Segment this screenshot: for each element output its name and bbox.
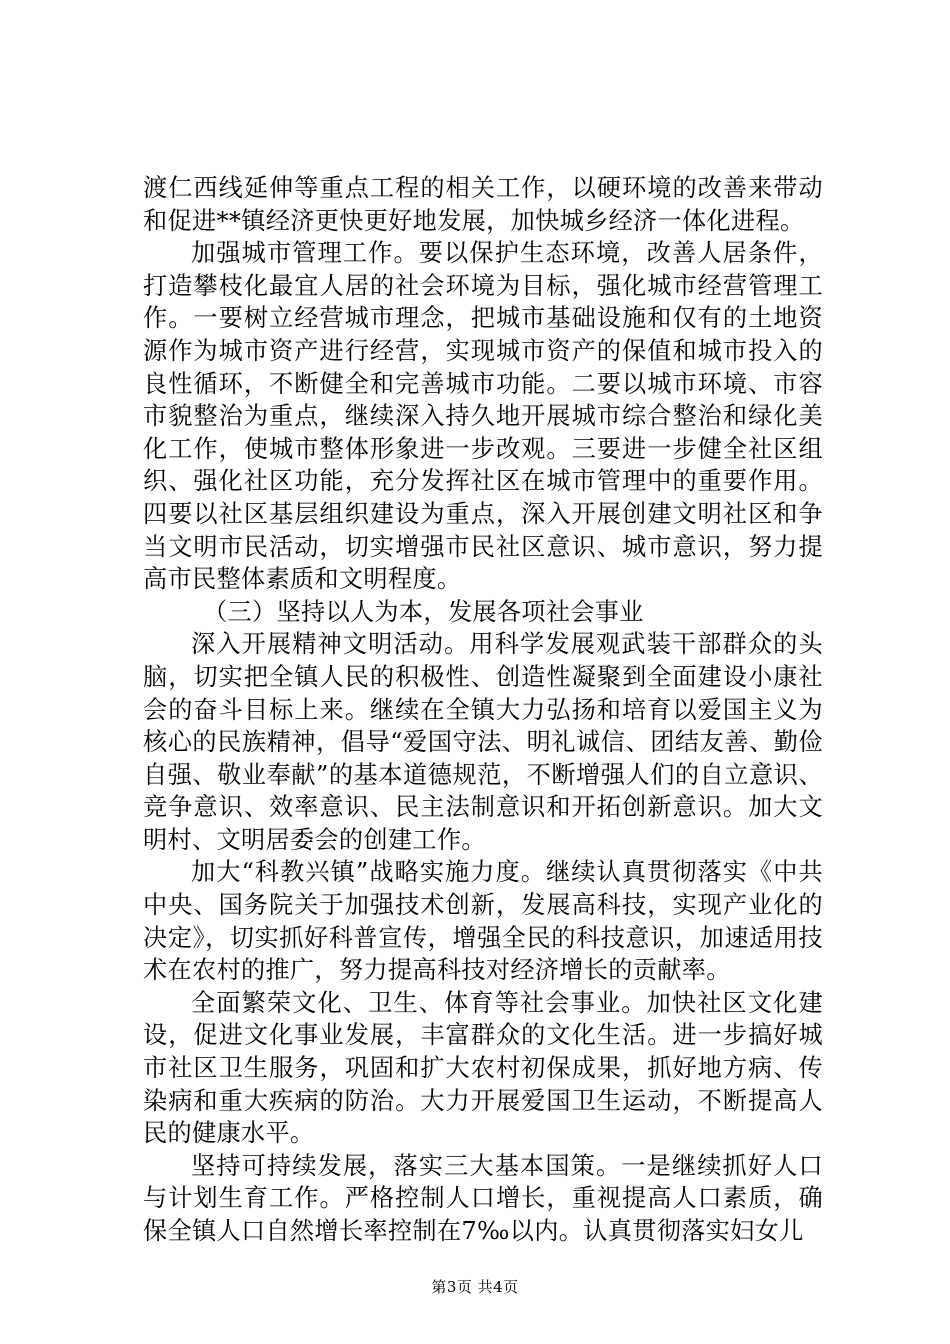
document-body [143, 172, 823, 1248]
paragraph-sustainable-development: 坚持可持续发展，落实三大基本国策。一是继续抓好人口与计划生育工作。严格控制人口增长，重视提高人口素质，确保全镇人口自然增长率控制在7‰以内。认真贯彻落实妇女儿 [143, 1151, 823, 1245]
paragraph-science-education: 加大“科教兴镇”战略实施力度。继续认真贯彻落实《中共中央、国务院关于加强技术创新，发展高科技，实现产业化的决定》，切实抓好科普宣传，增强全民的科技意识，加速适用技术在农村的推广，努力提高科技对经济增长的贡献率。 [143, 858, 823, 985]
paragraph-city-management: 加强城市管理工作。要以保护生态环境，改善人居条件，打造攀枝化最宜人居的社会环境为目标，强化城市经营管理工作。一要树立经营城市理念，把城市基础设施和仅有的土地资源作为城市资产进行经营，实现城市资产的保值和城市投入的良性循环，不断健全和完善城市功能。二要以城市环境、市容市貌整治为重点，继续深入持久地开展城市综合整治和绿化美化工作，使城市整体形象进一步改观。三要进一步健全社区组织、强化社区功能，充分发挥社区在城市管理中的重要作用。四要以社区基层组织建设为重点，深入开展创建文明社区和争当文明市民活动，切实增强市民社区意识、城市意识，努力提高市民整体素质和文明程度。 [143, 239, 823, 594]
page-number-label: 第3页 共4页 [431, 1278, 519, 1296]
page-footer [0, 1277, 950, 1297]
paragraph-culture-health-sports: 全面繁荣文化、卫生、体育等社会事业。加快社区文化建设，促进文化事业发展，丰富群众的文化生活。进一步搞好城市社区卫生服务，巩固和扩大农村初保成果，抓好地方病、传染病和重大疾病的防治。大力开展爱国卫生运动，不断提高人民的健康水平。 [143, 988, 823, 1148]
paragraph-continuation: 渡仁西线延伸等重点工程的相关工作，以硬环境的改善来带动和促进**镇经济更快更好地发展，加快城乡经济一体化进程。 [143, 174, 823, 235]
section-heading-social-undertakings: （三）坚持以人为本，发展各项社会事业 [203, 597, 644, 626]
paragraph-spiritual-civilization: 深入开展精神文明活动。用科学发展观武装干部群众的头脑，切实把全镇人民的积极性、创造性凝聚到全面建设小康社会的奋斗目标上来。继续在全镇大力弘扬和培育以爱国主义为核心的民族精神，倡导“爱国守法、明礼诚信、团结友善、勤俭自强、敬业奉献”的基本道德规范，不断增强人们的自立意识、竞争意识、效率意识、民主法制意识和开拓创新意识。加大文明村、文明居委会的创建工作。 [143, 630, 823, 854]
